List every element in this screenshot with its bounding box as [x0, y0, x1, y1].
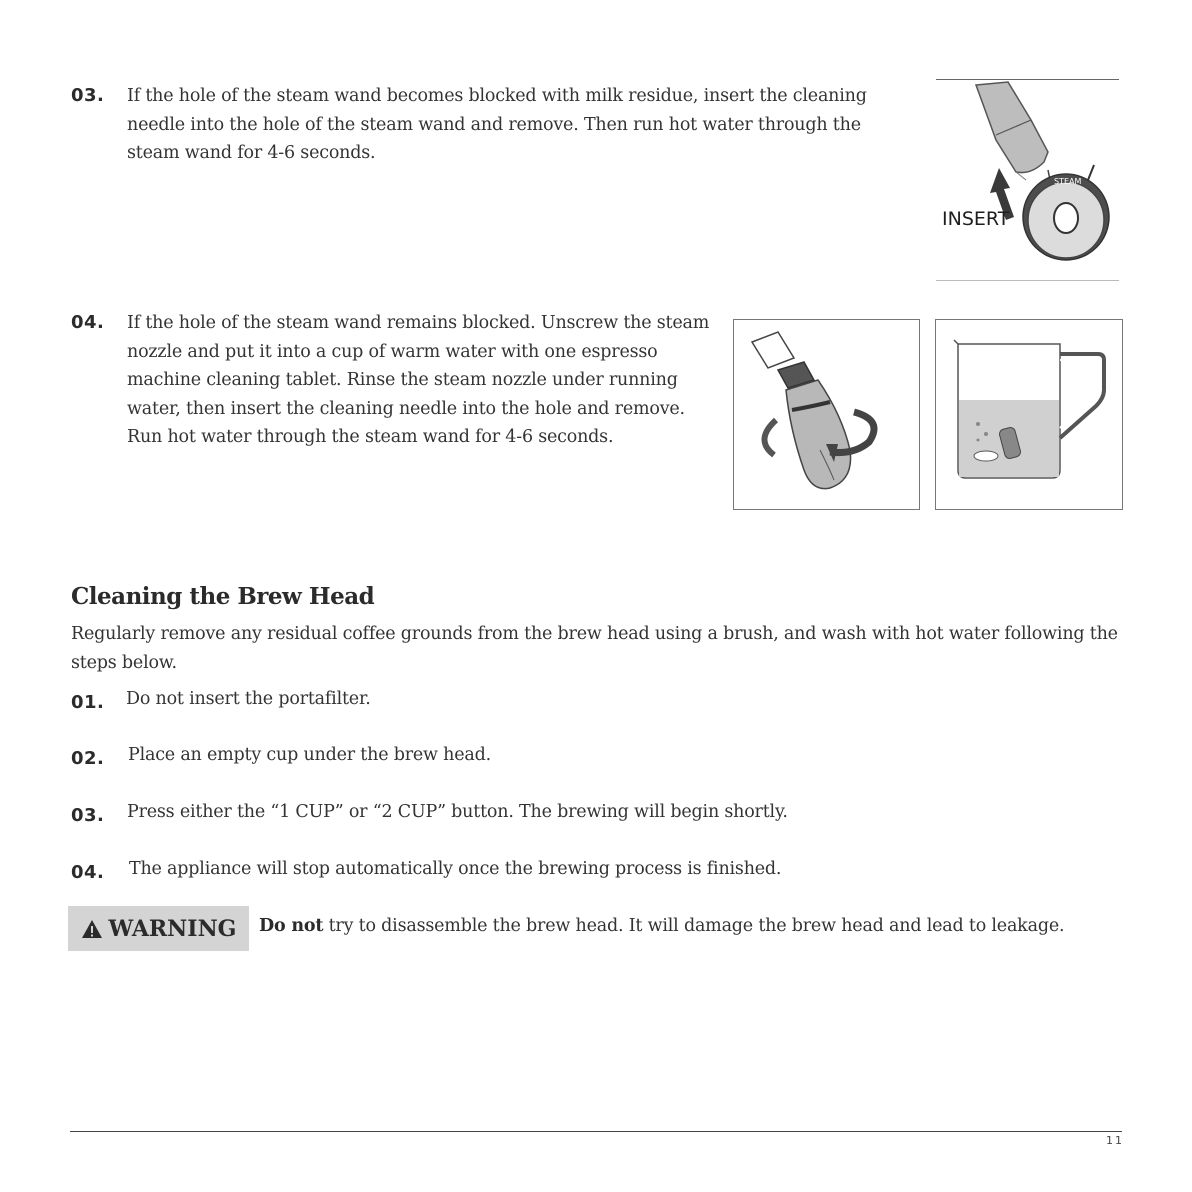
step-line: Run hot water through the steam wand for 4-6 seconds. [127, 427, 614, 447]
insert-needle-illustration [936, 80, 1119, 280]
step-text-block [127, 309, 709, 452]
step-text: Place an empty cup under the brew head. [128, 745, 492, 765]
step-text: The appliance will stop automatically once the brewing process is finished. [129, 859, 782, 879]
figure-bottom-rule [936, 280, 1119, 281]
soak-nozzle-figure [935, 319, 1123, 510]
footer-rule [70, 1131, 1122, 1132]
warning-label: WARNING [108, 915, 237, 942]
step-number: 04. [71, 862, 105, 883]
insert-label: INSERT [942, 208, 1010, 230]
unscrew-nozzle-illustration [734, 320, 919, 509]
warning-body: try to disassemble the brew head. It will damage the brew head and lead to leakage. [323, 916, 1065, 936]
step-number: 02. [71, 748, 105, 769]
step-number: 01. [71, 692, 105, 713]
warning-emphasis: Do not [259, 916, 324, 936]
section-heading: Cleaning the Brew Head [71, 583, 375, 610]
intro-paragraph [71, 620, 1118, 677]
warning-triangle-icon [81, 919, 103, 939]
step-line: steam wand for 4-6 seconds. [127, 143, 376, 163]
step-line: If the hole of the steam wand becomes blocked with milk residue, insert the cleaning [127, 86, 867, 106]
step-text-block [127, 82, 867, 168]
step-line: water, then insert the cleaning needle into the hole and remove. [127, 398, 685, 419]
step-number: 03. [71, 805, 105, 826]
soak-nozzle-illustration [936, 320, 1122, 509]
intro-line: steps below. [71, 652, 177, 673]
unscrew-nozzle-figure [733, 319, 920, 510]
step-line: nozzle and put it into a cup of warm water with one espresso [127, 341, 658, 362]
step-line: machine cleaning tablet. Rinse the steam nozzle under running [127, 370, 678, 390]
warning-badge [68, 906, 249, 951]
page-number: 11 [1106, 1134, 1124, 1147]
warning-text [259, 916, 1064, 936]
step-text: Do not insert the portafilter. [126, 689, 371, 709]
intro-line: Regularly remove any residual coffee grounds from the brew head using a brush, and wash with hot water following the [71, 624, 1118, 644]
steam-text: STEAM [1054, 177, 1082, 186]
step-line: If the hole of the steam wand remains blocked. Unscrew the steam [127, 313, 710, 333]
step-number: 03. [71, 85, 105, 106]
step-number: 04. [71, 312, 105, 333]
step-line: needle into the hole of the steam wand and remove. Then run hot water through the [127, 114, 861, 135]
step-text: Press either the “1 CUP” or “2 CUP” button. The brewing will begin shortly. [127, 802, 788, 822]
